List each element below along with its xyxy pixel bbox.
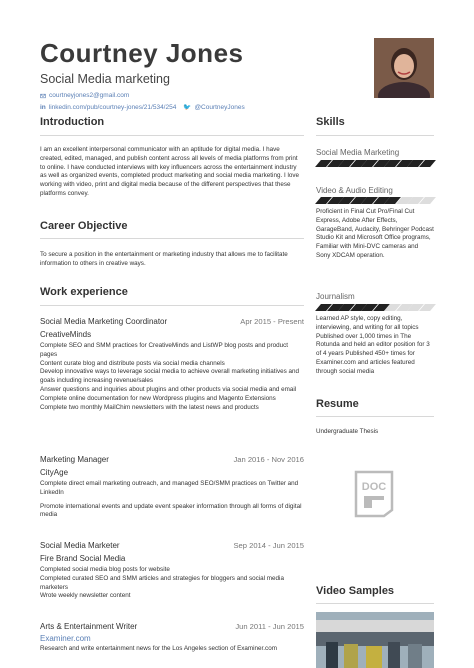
job-title: Social Media Marketing Coordinator bbox=[40, 317, 168, 326]
job-dates: Sep 2014 - Jun 2015 bbox=[233, 541, 304, 550]
job-line: Complete direct email marketing outreach, and managed SEO/SMM practices on Twitter and LinkedIn bbox=[40, 480, 299, 496]
job-dates: Apr 2015 - Present bbox=[240, 317, 304, 326]
divider bbox=[40, 238, 304, 239]
email-icon bbox=[40, 93, 46, 99]
linkedin-link[interactable]: linkedin.com/pub/courtney-jones/21/534/254 bbox=[48, 103, 177, 111]
skill-level-bar bbox=[318, 197, 432, 204]
job-description bbox=[40, 342, 304, 412]
skills-heading: Skills bbox=[316, 116, 345, 128]
job-company: CreativeMinds bbox=[40, 330, 92, 339]
job-description bbox=[40, 645, 304, 654]
job-description bbox=[40, 480, 304, 520]
job-line: Promote international events and update event speaker information through all forms of digital media bbox=[40, 502, 302, 519]
candidate-name: Courtney Jones bbox=[40, 38, 244, 68]
social-contacts bbox=[40, 103, 245, 111]
career-objective-text: To secure a position in the entertainment or marketing industry that allows me to facilitate information to others in creative ways. bbox=[40, 251, 288, 267]
document-icon[interactable] bbox=[354, 470, 394, 518]
divider bbox=[40, 305, 304, 306]
job-line: Completed social media blog posts for website bbox=[40, 566, 170, 573]
job-title: Social Media Marketer bbox=[40, 541, 120, 550]
job-company: Fire Brand Social Media bbox=[40, 554, 126, 563]
skill-level-bar bbox=[318, 160, 432, 167]
job-line: Complete SEO and SMM practices for CreativeMinds and ListWP blog posts and product pages bbox=[40, 342, 289, 358]
skill-name: Video & Audio Editing bbox=[316, 186, 393, 195]
candidate-title: Social Media marketing bbox=[40, 72, 170, 86]
job-line: Answer questions and inquiries about plugins and other products via social media and email bbox=[40, 385, 297, 393]
job-company: CityAge bbox=[40, 468, 69, 477]
doc-icon-label: DOC bbox=[361, 481, 387, 493]
skill-name: Social Media Marketing bbox=[316, 148, 400, 157]
job-line: Complete online documentation for new Wordpress plugins and Magento Extensions Complete two monthly MailChim newsletters with the latest news and products bbox=[40, 394, 276, 411]
resume-heading: Resume bbox=[316, 398, 359, 410]
video-samples-heading: Video Samples bbox=[316, 585, 395, 597]
job-line: Develop innovative ways to leverage social media to achieve overall marketing initiatives and goals including increasing revenue/sales bbox=[40, 368, 300, 385]
job-title: Arts & Entertainment Writer bbox=[40, 622, 138, 631]
job-entry bbox=[40, 317, 304, 412]
job-line: Wrote weekly newsletter content bbox=[40, 592, 131, 600]
job-title: Marketing Manager bbox=[40, 455, 109, 464]
job-company-link[interactable]: Examiner.com bbox=[40, 634, 91, 643]
profile-photo bbox=[374, 38, 434, 98]
job-line: Content curate blog and distribute posts via social media channels bbox=[40, 359, 225, 367]
job-entry bbox=[40, 541, 304, 601]
job-line: Research and write entertainment news for the Los Angeles section of Examiner.com bbox=[40, 645, 277, 652]
job-line: Completed curated SEO and SMM articles and strategies for bloggers and social media marketers bbox=[40, 574, 284, 591]
email-link[interactable]: courtneyjones2@gmail.com bbox=[49, 92, 130, 99]
divider bbox=[316, 416, 434, 417]
email-contact[interactable] bbox=[40, 92, 129, 99]
job-dates: Jan 2016 - Nov 2016 bbox=[233, 455, 304, 464]
career-objective-heading: Career Objective bbox=[40, 220, 128, 232]
job-description bbox=[40, 566, 304, 601]
video-thumbnail[interactable] bbox=[316, 612, 434, 668]
twitter-icon: 🐦 bbox=[183, 104, 192, 111]
skill-name: Journalism bbox=[316, 292, 355, 301]
divider bbox=[316, 135, 434, 136]
job-entry bbox=[40, 455, 304, 520]
introduction-text: I am an excellent interpersonal communicator with an aptitude for digital media. I have created, edited, managed, and publish content across all levels of media platforms from print to online. I have conducted interviews with key influencers across the entertainment industry as well as organized events, completed product marketing and social media marketing. I love working with video, print and digital media because of the different perspectives that these platforms convey. bbox=[40, 146, 300, 197]
divider bbox=[316, 603, 434, 604]
divider bbox=[40, 135, 304, 136]
work-experience-heading: Work experience bbox=[40, 286, 128, 298]
twitter-link[interactable]: @CourtneyJones bbox=[194, 103, 245, 111]
job-entry bbox=[40, 622, 304, 654]
skill-detail: Proficient in Final Cut Pro/Final Cut Express, Adobe After Effects, GarageBand, Audacity, Behringer Podcast Studio Kit and Microsoft Office programs, Familiar with Mini-DVC cameras and Sony XDCAM operation. bbox=[316, 208, 434, 259]
skill-level-bar bbox=[318, 304, 432, 311]
introduction-heading: Introduction bbox=[40, 116, 105, 128]
resume-item[interactable]: Undergraduate Thesis bbox=[316, 428, 379, 435]
linkedin-icon: in bbox=[40, 103, 46, 111]
skill-detail: Learned AP style, copy editing, interviewing, and writing for all topics Published over 1,000 times in The Rotunda and held an editor position for 3 of 4 years Published 450+ times for Examiner.com and articles featured through social media bbox=[316, 315, 430, 375]
job-dates: Jun 2011 - Jun 2015 bbox=[235, 622, 304, 631]
